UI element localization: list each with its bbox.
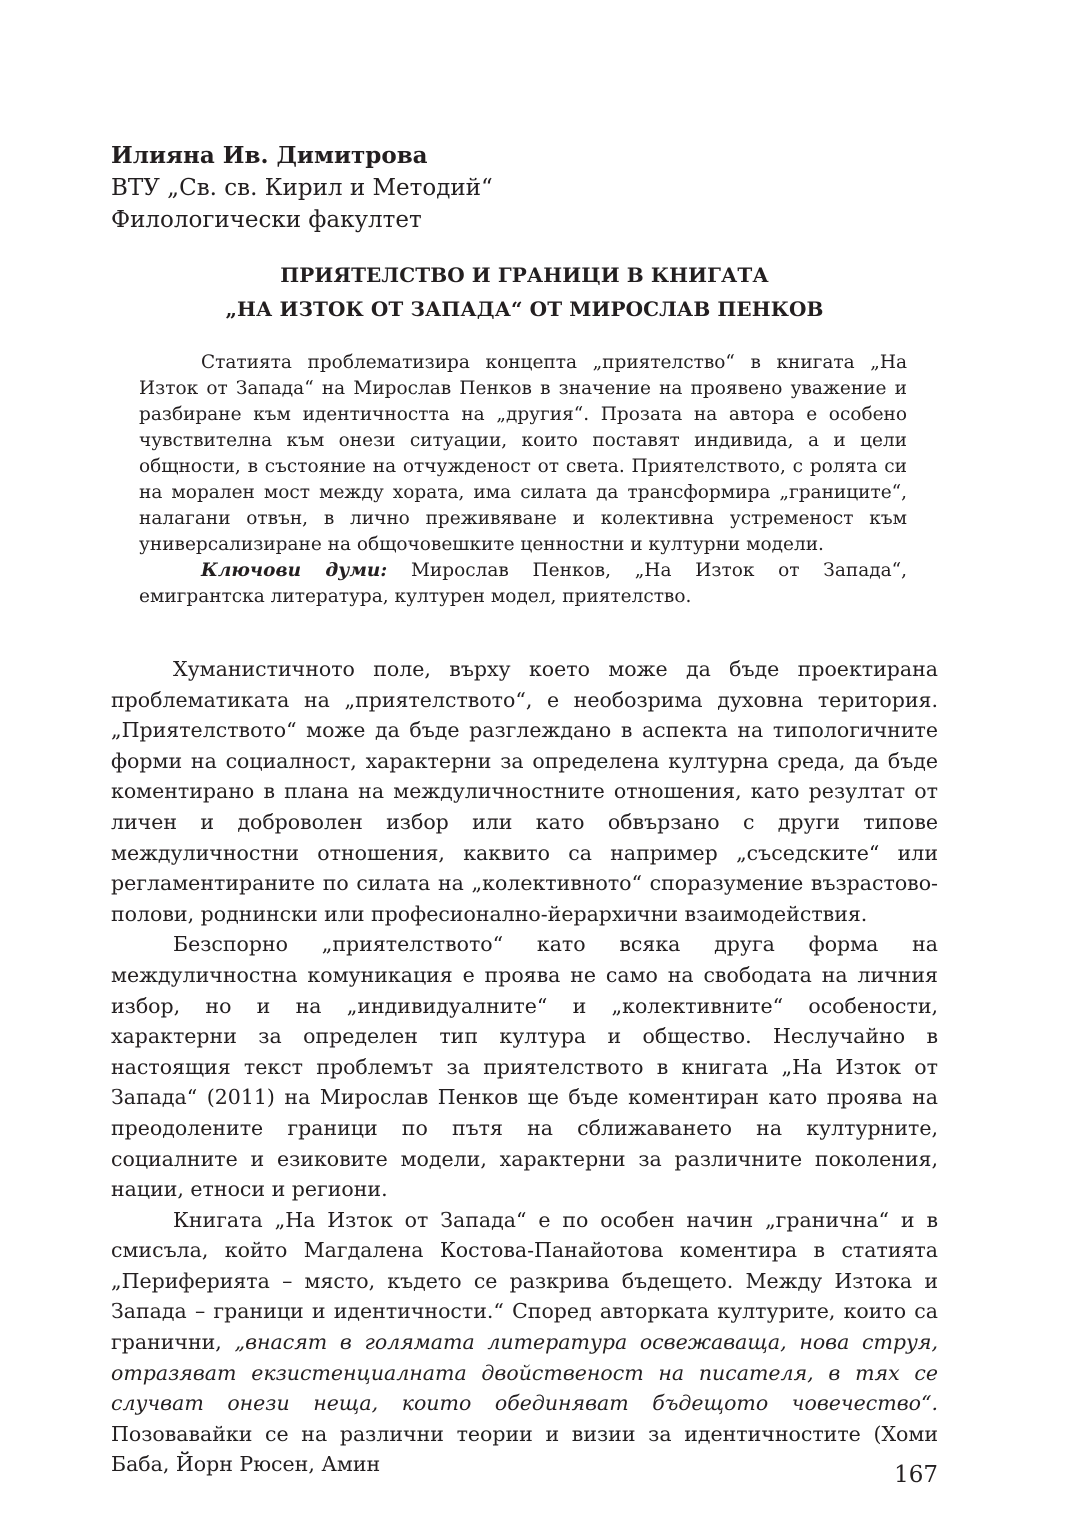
title-line-1: ПРИЯТЕЛСТВО И ГРАНИЦИ В КНИГАТА: [280, 263, 769, 287]
author-block: [111, 140, 811, 236]
keywords-paragraph: [139, 558, 907, 610]
paragraph-3-start: Книгата „На Изток от Запада“ е по особен начин „гранична“ и в смисъла, който Магдалена Костова-Панайотова коментира в статията „Периферията – място, където се разкрива бъдещето. Между Изтока и Запада – граници и идентичности.“ Според авторката културите, които са гранични,: [111, 1207, 938, 1355]
keywords-label: Ключови думи:: [201, 560, 388, 581]
title-line-2: „НА ИЗТОК ОТ ЗАПАДА“ ОТ МИРОСЛАВ ПЕНКОВ: [225, 297, 824, 321]
body-paragraph-1: Хуманистичното поле, върху което може да бъде проектирана проблематиката на „приятелството“, е необозрима духовна територия. „Приятелството“ може да бъде разглеждано в аспекта на типологичните форми на социалност, характерни за определена културна среда, да бъде коментирано в плана на междуличностните отношения, като резултат от личен и доброволен избор или като обвързано с други типове междуличностни отношения, каквито са например „съседските“ или регламентираните по силата на „колективното“ споразумение възрастово-полови, роднински или професионално-йерархични взаимодействия.: [111, 657, 938, 926]
abstract-text: Статията проблематизира концепта „приятелство“ в книгата „На Изток от Запада“ на Мирослав Пенков в значение на проявено уважение и разбиране към идентичността на „другия“. Прозата на автора е особено чувствителна към онези ситуации, които поставят индивида, а и цели общности, в състояние на отчужденост от света. Приятелството, с ролята си на морален мост между хората, има силата да трансформира „границите“, налагани отвън, в лично преживяване и колективна устременост към универсализиране на общочовешките ценностни и културни модели.: [139, 352, 907, 555]
article-title: [111, 258, 938, 326]
abstract: [139, 350, 907, 610]
keywords-text: Мирослав Пенков, „На Изток от Запада“, емигрантска литература, културен модел, приятелство.: [139, 560, 907, 607]
author-name: Илияна Ив. Димитрова: [111, 142, 428, 169]
institution: ВТУ „Св. св. Кирил и Методий“: [111, 175, 493, 201]
paragraph-3-quote: „внасят в голямата литература освежаваща, нова струя, отразяват екзистенциалната двойственост на писателя, в тях се случват онези неща, които обединяват бъдещото човечество“.: [111, 1330, 938, 1416]
faculty: Филологически факултет: [111, 207, 422, 233]
body-paragraph-3: [111, 1205, 938, 1480]
paragraph-3-end: Позовавайки се на различни теории и визии за идентичностите (Хоми Баба, Йорн Рюсен, Амин: [111, 1421, 938, 1477]
body-paragraph-2: Безспорно „приятелството“ като всяка друга форма на междуличностна комуникация е проява не само на свободата на личния избор, но и на „индивидуалните“ и „колективните“ особености, характерни за определен тип култура и общество. Неслучайно в настоящия текст проблемът за приятелството в книгата „На Изток от Запада“ (2011) на Мирослав Пенков ще бъде коментиран като проява на преодолените граници по пътя на сближаването на културните, социалните и езиковите модели, характерни за различните поколения, нации, етноси и региони.: [111, 932, 938, 1202]
page-number: 167: [894, 1462, 938, 1488]
article-body: [111, 654, 938, 1480]
